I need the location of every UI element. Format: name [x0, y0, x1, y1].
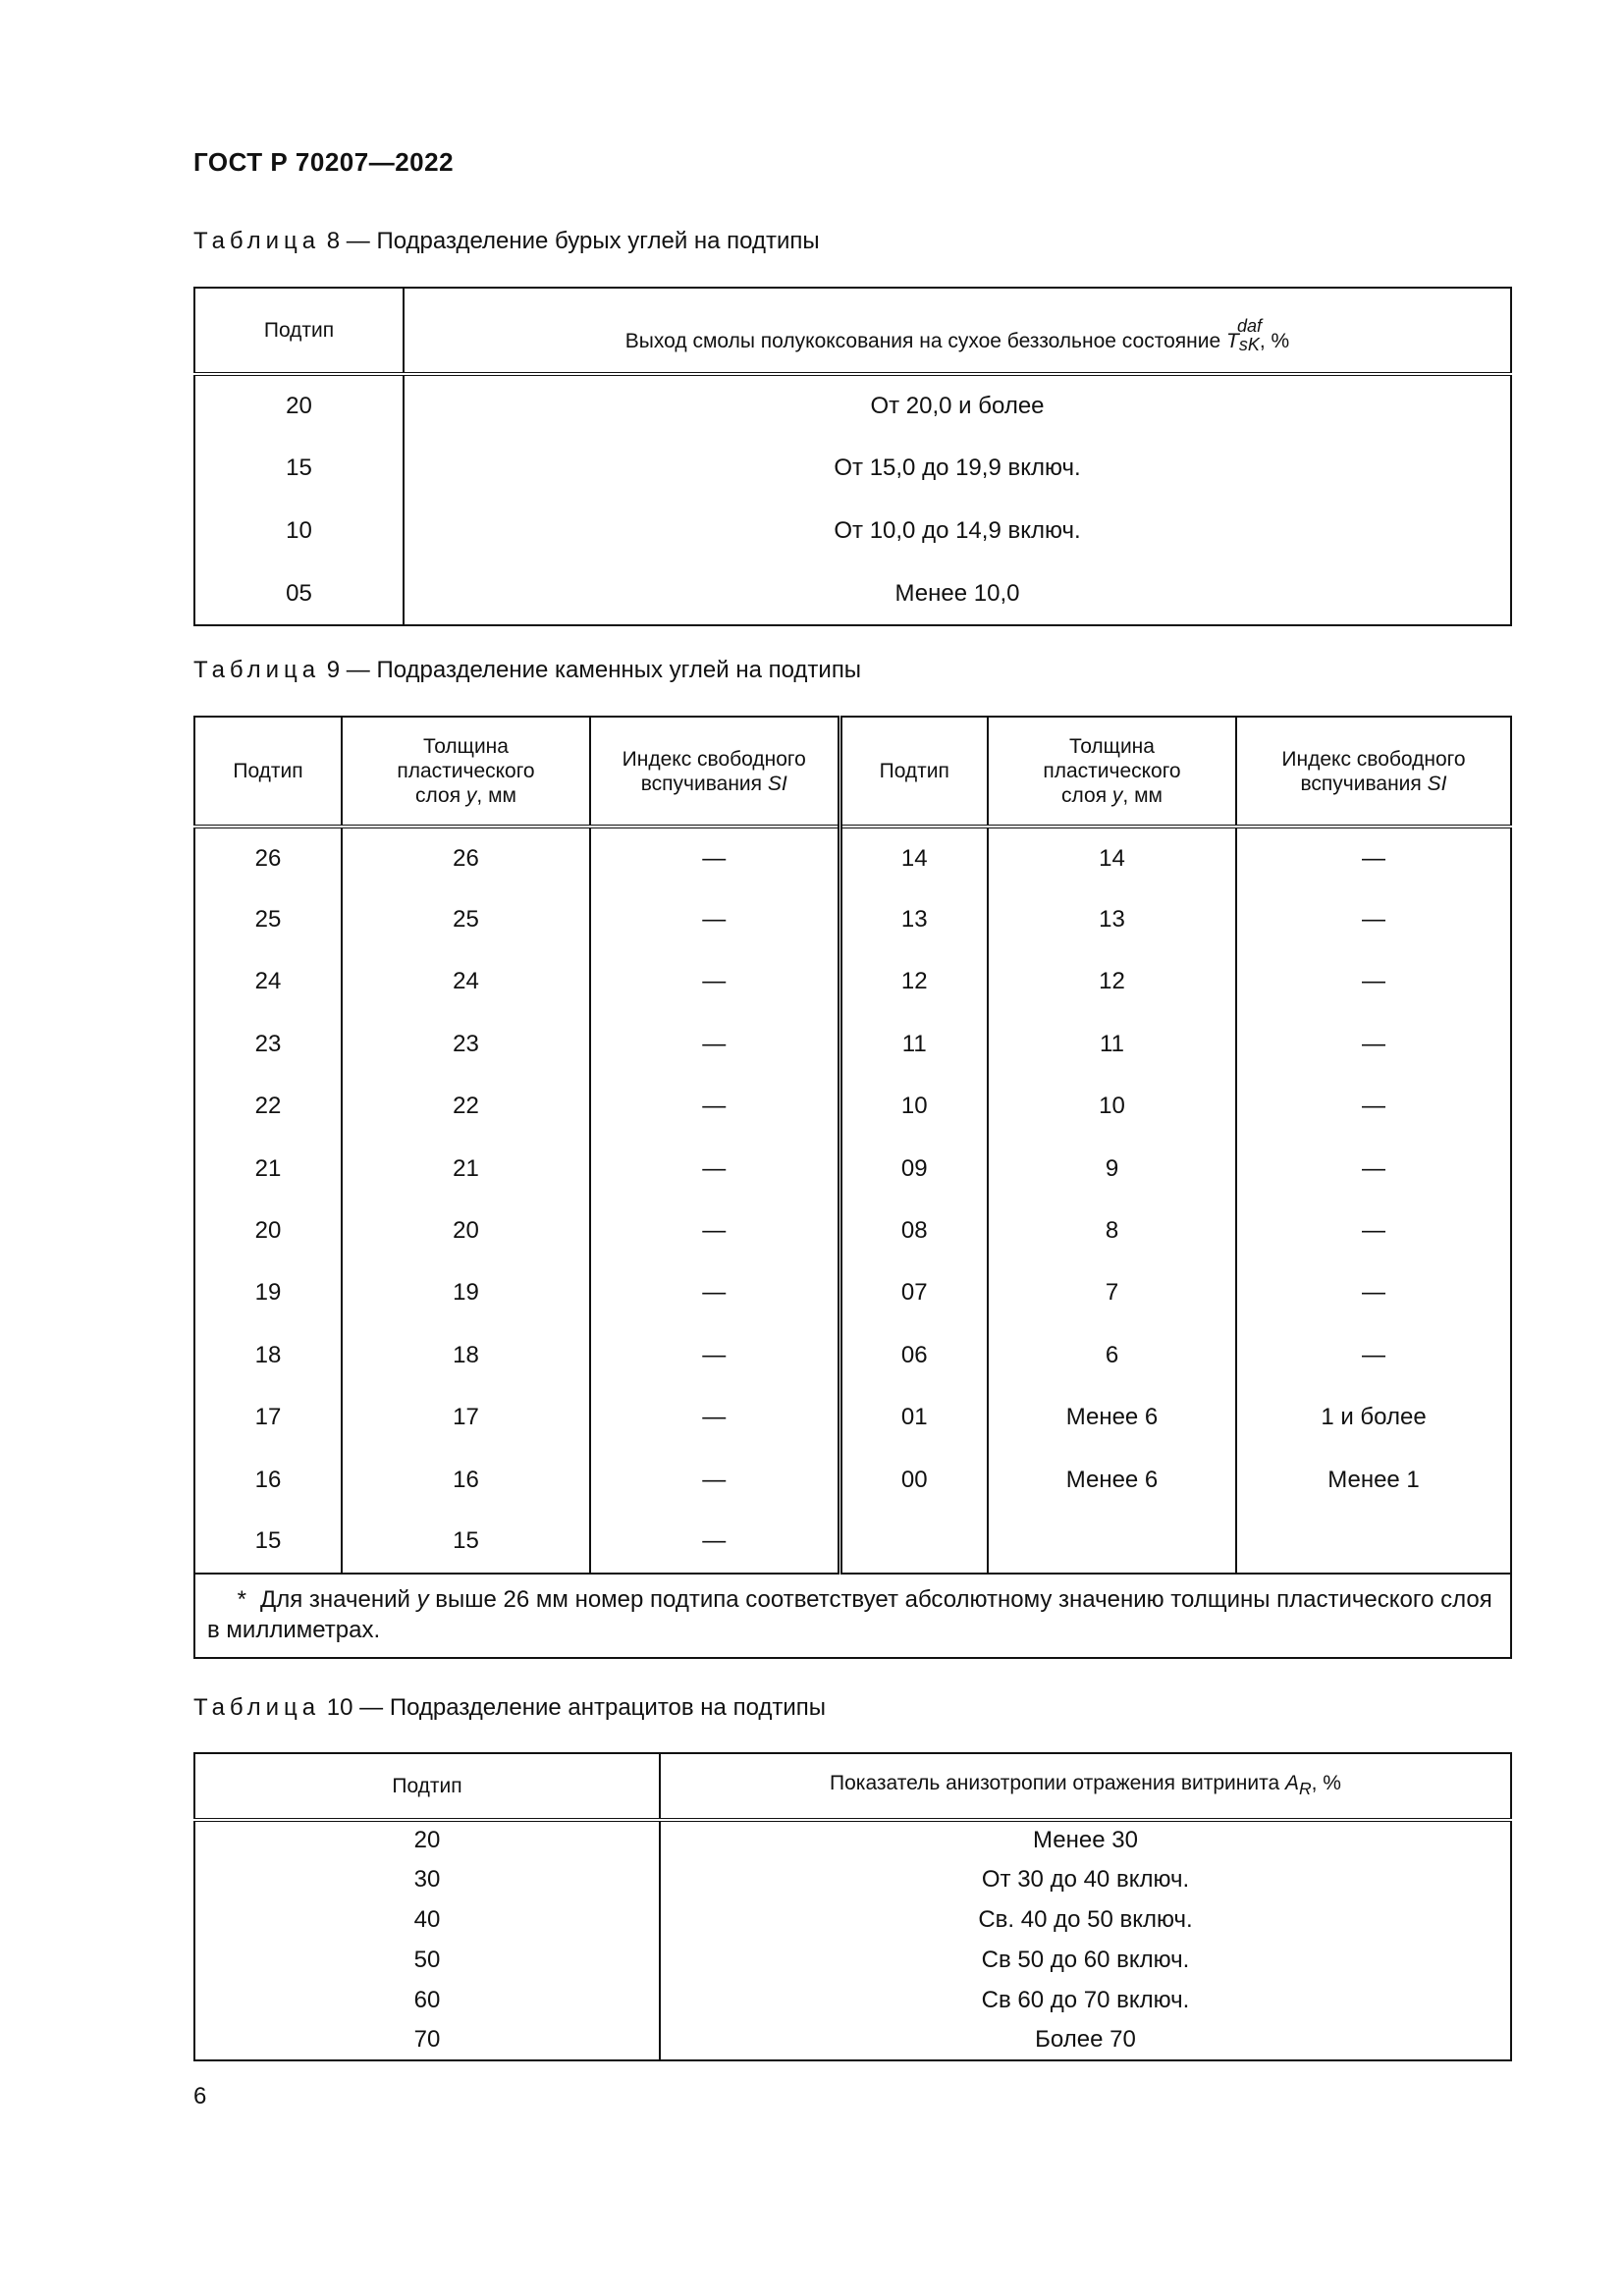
table9-cell: — [1236, 1013, 1511, 1075]
table8-header-yield-text: Выход смолы полукоксования на сухое беззольное состояние [624, 330, 1221, 352]
table9-cell: — [1236, 1262, 1511, 1324]
table-row [194, 1820, 1511, 1860]
table8-cell-subtype: 05 [286, 579, 312, 607]
table9-cell: — [590, 1511, 839, 1573]
table9-cell: 18 [342, 1324, 590, 1386]
table9-cell: 16 [342, 1449, 590, 1511]
table10-header-row [194, 1753, 1511, 1820]
thickness-line-1: Толщина [423, 735, 509, 758]
table10-header-subtype: Подтип [194, 1753, 660, 1820]
table9-cell: 00 [839, 1449, 988, 1511]
table9-footnote-row [194, 1574, 1511, 1658]
table9-cell: — [590, 1013, 839, 1075]
thickness-line-3: слоя [415, 784, 466, 807]
table9-cell: 22 [254, 1093, 282, 1120]
table10-cell-value: Более 70 [660, 2020, 1511, 2060]
table9-cell: 21 [254, 1154, 282, 1182]
table10-cell-subtype: 70 [413, 2025, 441, 2053]
tsk-symbol-sub: sK [1238, 335, 1260, 354]
table10-cell-subtype: 40 [413, 1905, 441, 1933]
table-row [194, 437, 1511, 500]
table9-cell: — [1236, 1324, 1511, 1386]
table9-header-subtype-right: Подтип [839, 717, 988, 827]
ar-symbol-base: A [1284, 1771, 1299, 1794]
table9-cell: 11 [839, 1013, 988, 1075]
table9-cell: 24 [342, 951, 590, 1013]
table9-cell: 19 [342, 1262, 590, 1324]
table9-cell: 17 [342, 1387, 590, 1449]
table-row [194, 1860, 1511, 1900]
table9-cell: — [1236, 827, 1511, 888]
table9-cell: 08 [839, 1200, 988, 1261]
table9-caption-prefix: Таблица [193, 657, 321, 683]
table10-cell-subtype: 60 [413, 1986, 441, 2013]
index-var: SI [767, 772, 787, 795]
table9-cell: 20 [254, 1217, 282, 1245]
table9-cell: 06 [839, 1324, 988, 1386]
table9-cell: — [590, 1262, 839, 1324]
footnote-text-post: выше 26 мм номер подтипа соответствует абсолютному значению толщины пластического слоя в миллиметрах. [207, 1585, 1492, 1643]
table9-cell: 15 [342, 1511, 590, 1573]
table9-cell: — [590, 1449, 839, 1511]
table-row [194, 1511, 1511, 1573]
table9-cell: 17 [254, 1404, 282, 1431]
table10 [193, 1752, 1512, 2061]
table9-cell: 22 [342, 1076, 590, 1138]
thickness-line-3: слоя [1061, 784, 1112, 807]
table9-cell: Менее 1 [1236, 1449, 1511, 1511]
ar-symbol-sub: R [1299, 1779, 1312, 1799]
table10-header-index-text: Показатель анизотропии отражения витринита [830, 1771, 1285, 1794]
thickness-line-2: пластического [1043, 760, 1181, 782]
table9-cell [1236, 1511, 1511, 1573]
table9-cell: — [590, 1076, 839, 1138]
document-header: ГОСТ Р 70207—2022 [193, 147, 455, 177]
tsk-symbol-sup: daf [1237, 316, 1263, 336]
table9-header-index-left [590, 717, 839, 827]
table9-cell: 09 [839, 1138, 988, 1200]
table-row [194, 1262, 1511, 1324]
table9-caption-title: 9 — Подразделение каменных углей на подтипы [326, 657, 862, 683]
table10-cell-value: Св 50 до 60 включ. [660, 1940, 1511, 1980]
table8-cell-value: От 15,0 до 19,9 включ. [404, 437, 1511, 500]
table10-cell-value: Св 60 до 70 включ. [660, 1980, 1511, 2020]
table8-header-row [194, 288, 1511, 374]
table10-cell-subtype: 50 [413, 1946, 441, 1973]
table9-cell: 01 [839, 1387, 988, 1449]
table8-cell-subtype: 10 [286, 517, 312, 544]
table9-cell: 19 [254, 1279, 282, 1307]
table-row [194, 2020, 1511, 2060]
table-row [194, 1940, 1511, 1980]
table9-cell: 25 [342, 888, 590, 950]
table9-cell: 20 [342, 1200, 590, 1261]
table-row [194, 888, 1511, 950]
footnote-var: y [416, 1585, 429, 1613]
table10-header-unit: , % [1311, 1771, 1341, 1794]
table9-cell [988, 1511, 1236, 1573]
table10-cell-value: Менее 30 [660, 1820, 1511, 1860]
table9-cell: — [1236, 1138, 1511, 1200]
table9-cell: — [590, 888, 839, 950]
table9-cell: 23 [342, 1013, 590, 1075]
table9-cell: Менее 6 [988, 1387, 1236, 1449]
table9-cell: — [1236, 1076, 1511, 1138]
table9-cell: 9 [988, 1138, 1236, 1200]
index-line-2: вспучивания [1300, 772, 1428, 795]
table9-header-index-right [1236, 717, 1511, 827]
table9-cell: Менее 6 [988, 1449, 1236, 1511]
thickness-var: y [465, 784, 477, 807]
table-row [194, 1200, 1511, 1261]
table-row [194, 1013, 1511, 1075]
table9-cell: — [590, 827, 839, 888]
table9-cell: 21 [342, 1138, 590, 1200]
table8-cell-value: От 10,0 до 14,9 включ. [404, 500, 1511, 562]
table8-caption-prefix: Таблица [193, 228, 321, 254]
table-row [194, 500, 1511, 562]
table9-cell: 24 [254, 968, 282, 995]
thickness-unit: , мм [1122, 784, 1163, 807]
table9-cell: 26 [254, 844, 282, 872]
table9-cell: 25 [254, 906, 282, 934]
table10-cell-subtype: 20 [413, 1827, 441, 1854]
table-row [194, 374, 1511, 437]
table-row [194, 1324, 1511, 1386]
tsk-symbol-base: T [1226, 330, 1239, 352]
table10-caption-title: 10 — Подразделение антрацитов на подтипы [326, 1694, 827, 1721]
table9-cell: 23 [254, 1030, 282, 1057]
table9-cell: 26 [342, 827, 590, 888]
table10-header-index [660, 1753, 1511, 1820]
table9-footnote [194, 1574, 1511, 1658]
table9-header-row [194, 717, 1511, 827]
table-row [194, 1076, 1511, 1138]
table10-cell-subtype: 30 [413, 1866, 441, 1894]
table9-cell: — [1236, 1200, 1511, 1261]
footnote-text-pre: Для значений [260, 1585, 417, 1613]
table9-cell: — [1236, 951, 1511, 1013]
thickness-line-1: Толщина [1069, 735, 1155, 758]
table8-cell-subtype: 15 [286, 454, 312, 481]
table-row [194, 562, 1511, 625]
table8-header-yield [404, 288, 1511, 374]
table9-cell: 12 [988, 951, 1236, 1013]
table9-cell: 7 [988, 1262, 1236, 1324]
thickness-unit: , мм [476, 784, 516, 807]
table-row [194, 1980, 1511, 2020]
table9-cell: 6 [988, 1324, 1236, 1386]
table9-header-thickness-right [988, 717, 1236, 827]
index-line-1: Индекс свободного [1281, 747, 1466, 771]
table8-cell-subtype: 20 [286, 393, 312, 419]
index-line-2: вспучивания [640, 772, 768, 795]
table9-cell: 13 [839, 888, 988, 950]
table9-cell: — [590, 1200, 839, 1261]
table-row [194, 1138, 1511, 1200]
table10-cell-value: От 30 до 40 включ. [660, 1860, 1511, 1900]
table9-cell: 10 [839, 1076, 988, 1138]
thickness-line-2: пластического [397, 760, 535, 782]
table9-cell: 14 [988, 827, 1236, 888]
table8-header-unit: , % [1259, 330, 1290, 352]
table8 [193, 287, 1512, 626]
index-var: SI [1427, 772, 1447, 795]
table9-cell [839, 1511, 988, 1573]
table9-cell: 15 [254, 1527, 282, 1555]
table8-cell-value: Менее 10,0 [404, 562, 1511, 625]
table9-header-subtype-left: Подтип [194, 717, 342, 827]
table9-cell: 13 [988, 888, 1236, 950]
table10-caption [193, 1694, 826, 1722]
table9-cell: 18 [254, 1341, 282, 1368]
table9-cell: 1 и более [1236, 1387, 1511, 1449]
table9-cell: 16 [254, 1466, 282, 1493]
table9-cell: — [590, 951, 839, 1013]
table9-cell: 07 [839, 1262, 988, 1324]
table8-caption-title: 8 — Подразделение бурых углей на подтипы [326, 228, 820, 254]
table9-cell: — [590, 1387, 839, 1449]
table-row [194, 1449, 1511, 1511]
footnote-mark: * [237, 1585, 246, 1613]
table-row [194, 1387, 1511, 1449]
table10-caption-prefix: Таблица [193, 1694, 321, 1721]
table9-header-thickness-left [342, 717, 590, 827]
table9-cell: 10 [988, 1076, 1236, 1138]
table9 [193, 716, 1512, 1659]
table9-cell: 8 [988, 1200, 1236, 1261]
table9-cell: — [1236, 888, 1511, 950]
table9-cell: — [590, 1324, 839, 1386]
index-line-1: Индекс свободного [622, 747, 806, 771]
table-row [194, 951, 1511, 1013]
tsk-symbol [1226, 316, 1263, 354]
table9-cell: — [590, 1138, 839, 1200]
table8-caption [193, 228, 820, 255]
page-number: 6 [193, 2083, 207, 2109]
table9-cell: 12 [839, 951, 988, 1013]
table-row [194, 827, 1511, 888]
table8-cell-value: От 20,0 и более [404, 374, 1511, 437]
table9-cell: 11 [988, 1013, 1236, 1075]
table8-header-subtype: Подтип [194, 288, 404, 374]
table-row [194, 1900, 1511, 1941]
thickness-var: y [1111, 784, 1123, 807]
table10-cell-value: Св. 40 до 50 включ. [660, 1900, 1511, 1941]
table9-caption [193, 657, 861, 684]
table9-cell: 14 [839, 827, 988, 888]
